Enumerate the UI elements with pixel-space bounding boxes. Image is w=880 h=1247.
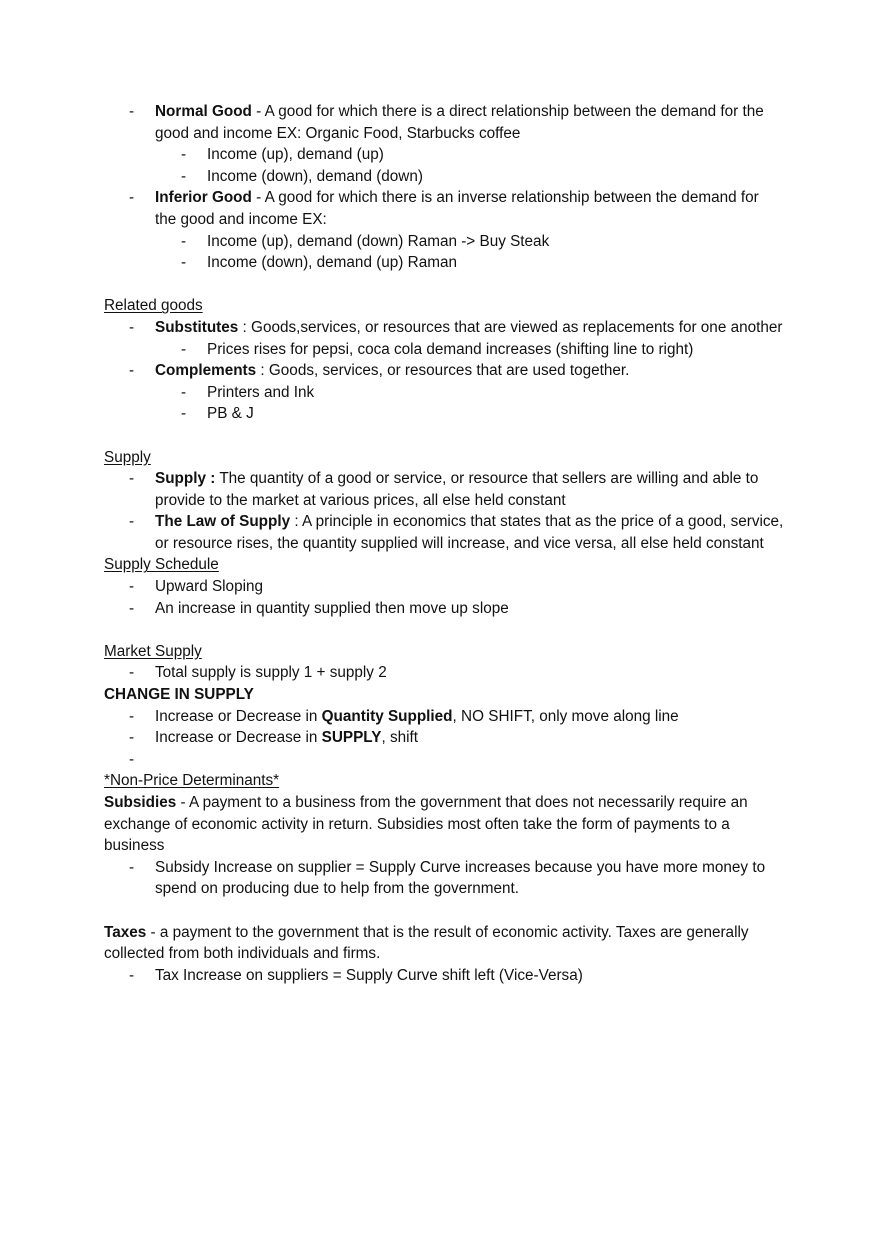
- list-item-text: Total supply is supply 1 + supply 2: [155, 664, 387, 682]
- substitutes-sub-item: [104, 339, 784, 361]
- inferior-good-sub-item: [104, 252, 784, 274]
- subsidies-paragraph: [104, 792, 784, 857]
- list-item-text: Subsidy Increase on supplier = Supply Curve increases because you have more money to spend on producing due to help from the government.: [155, 858, 766, 898]
- subsidies-term: Subsidies: [104, 794, 177, 811]
- bullet-dash: -: [129, 750, 135, 768]
- quantity-supplied-term: Quantity Supplied: [321, 707, 453, 725]
- section-heading: Supply Schedule: [104, 556, 219, 574]
- subsidies-item: [104, 857, 784, 900]
- list-item-text: Prices rises for pepsi, coca cola demand increases (shifting line to right): [207, 340, 694, 358]
- list-item-text: Increase or Decrease in: [155, 729, 322, 747]
- normal-good-item: [104, 101, 784, 144]
- complements-sub-item: [104, 403, 784, 425]
- list-item-text: Upward Sloping: [155, 578, 263, 596]
- list-item-text: Increase or Decrease in: [155, 707, 322, 725]
- subsidies-definition: - A payment to a business from the government that does not necessarily require an exchange of economic activity in return. Subsidies most often take the form of payments to a business: [104, 794, 748, 855]
- substitutes-definition: : Goods,services, or resources that are viewed as replacements for one another: [238, 318, 783, 336]
- bullet-dash: -: [129, 470, 135, 488]
- taxes-paragraph: [104, 922, 784, 965]
- bullet-dash: -: [129, 599, 135, 617]
- change-in-supply-item: [104, 706, 784, 728]
- list-item-text: Income (up), demand (up): [207, 146, 384, 164]
- bullet-dash: -: [181, 146, 187, 164]
- bullet-dash: -: [129, 578, 135, 596]
- supply-definition-item: [104, 468, 784, 511]
- bullet-dash: -: [129, 103, 135, 120]
- complements-item: [104, 360, 784, 382]
- normal-good-term: Normal Good: [155, 103, 252, 120]
- complements-term: Complements: [155, 362, 257, 380]
- complements-sub-item: [104, 382, 784, 404]
- inferior-good-sub-item: [104, 231, 784, 253]
- complements-definition: : Goods, services, or resources that are used together.: [256, 362, 630, 380]
- list-item-text: An increase in quantity supplied then move up slope: [155, 599, 509, 617]
- list-item-text: Income (down), demand (up) Raman: [207, 254, 457, 272]
- law-of-supply-definition: : A principle in economics that states that as the price of a good, service, or resource rises, the quantity supplied will increase, and vice versa, all else held constant: [155, 513, 784, 552]
- section-heading: Supply: [104, 448, 151, 466]
- section-heading: Related goods: [104, 297, 203, 315]
- law-of-supply-item: [104, 511, 784, 554]
- bullet-dash: -: [181, 167, 187, 185]
- list-item-text: , NO SHIFT, only move along line: [452, 707, 679, 725]
- supply-schedule-heading: [104, 554, 784, 576]
- normal-good-sub-item: [104, 166, 784, 188]
- taxes-item: [104, 965, 784, 987]
- supply-schedule-item: [104, 598, 784, 620]
- bullet-dash: -: [181, 254, 187, 272]
- bullet-dash: -: [129, 513, 135, 531]
- market-supply-heading: [104, 641, 784, 663]
- bullet-dash: -: [129, 318, 135, 336]
- supply-term: Supply :: [155, 470, 216, 488]
- bullet-dash: -: [129, 362, 135, 380]
- section-heading: Market Supply: [104, 642, 202, 660]
- bullet-dash: -: [129, 966, 135, 984]
- substitutes-term: Substitutes: [155, 318, 239, 336]
- supply-definition: The quantity of a good or service, or resource that sellers are willing and able to provide to the market at various prices, all else held constant: [155, 470, 759, 509]
- bullet-dash: -: [129, 729, 135, 747]
- bullet-dash: -: [181, 383, 187, 401]
- bullet-dash: -: [129, 858, 135, 876]
- bullet-dash: -: [129, 189, 135, 207]
- notes-content: [104, 101, 784, 986]
- substitutes-item: [104, 317, 784, 339]
- bullet-dash: -: [181, 340, 187, 358]
- change-in-supply-heading: [104, 684, 784, 706]
- non-price-determinants-heading: [104, 770, 784, 792]
- list-item-text: Income (up), demand (down) Raman -> Buy Steak: [207, 232, 550, 250]
- bullet-dash: -: [181, 232, 187, 250]
- normal-good-definition: - A good for which there is a direct relationship between the demand for the good and income EX: Organic Food, Starbucks coffee: [155, 103, 764, 142]
- taxes-definition: - a payment to the government that is the result of economic activity. Taxes are generally collected from both individuals and firms.: [104, 923, 749, 963]
- taxes-term: Taxes: [104, 923, 147, 941]
- list-item-text: Tax Increase on suppliers = Supply Curve shift left (Vice-Versa): [155, 966, 583, 984]
- supply-schedule-item: [104, 576, 784, 598]
- empty-list-item: [104, 749, 784, 771]
- supply-term: SUPPLY: [321, 729, 382, 747]
- bullet-dash: -: [181, 405, 187, 423]
- list-item-text: Printers and Ink: [207, 383, 315, 401]
- market-supply-item: [104, 662, 784, 684]
- list-item-text: Income (down), demand (down): [207, 167, 423, 185]
- supply-heading: [104, 447, 784, 469]
- inferior-good-item: [104, 187, 784, 230]
- related-goods-heading: [104, 295, 784, 317]
- normal-good-sub-item: [104, 144, 784, 166]
- bullet-dash: -: [129, 664, 135, 682]
- change-in-supply-item: [104, 727, 784, 749]
- inferior-good-definition: - A good for which there is an inverse relationship between the demand for the good and income EX:: [155, 189, 759, 228]
- law-of-supply-term: The Law of Supply: [155, 513, 291, 531]
- bullet-dash: -: [129, 707, 135, 725]
- section-heading: *Non-Price Determinants*: [104, 772, 280, 790]
- inferior-good-term: Inferior Good: [155, 189, 252, 207]
- list-item-text: PB & J: [207, 405, 254, 423]
- list-item-text: , shift: [381, 729, 419, 747]
- section-heading: CHANGE IN SUPPLY: [104, 686, 254, 704]
